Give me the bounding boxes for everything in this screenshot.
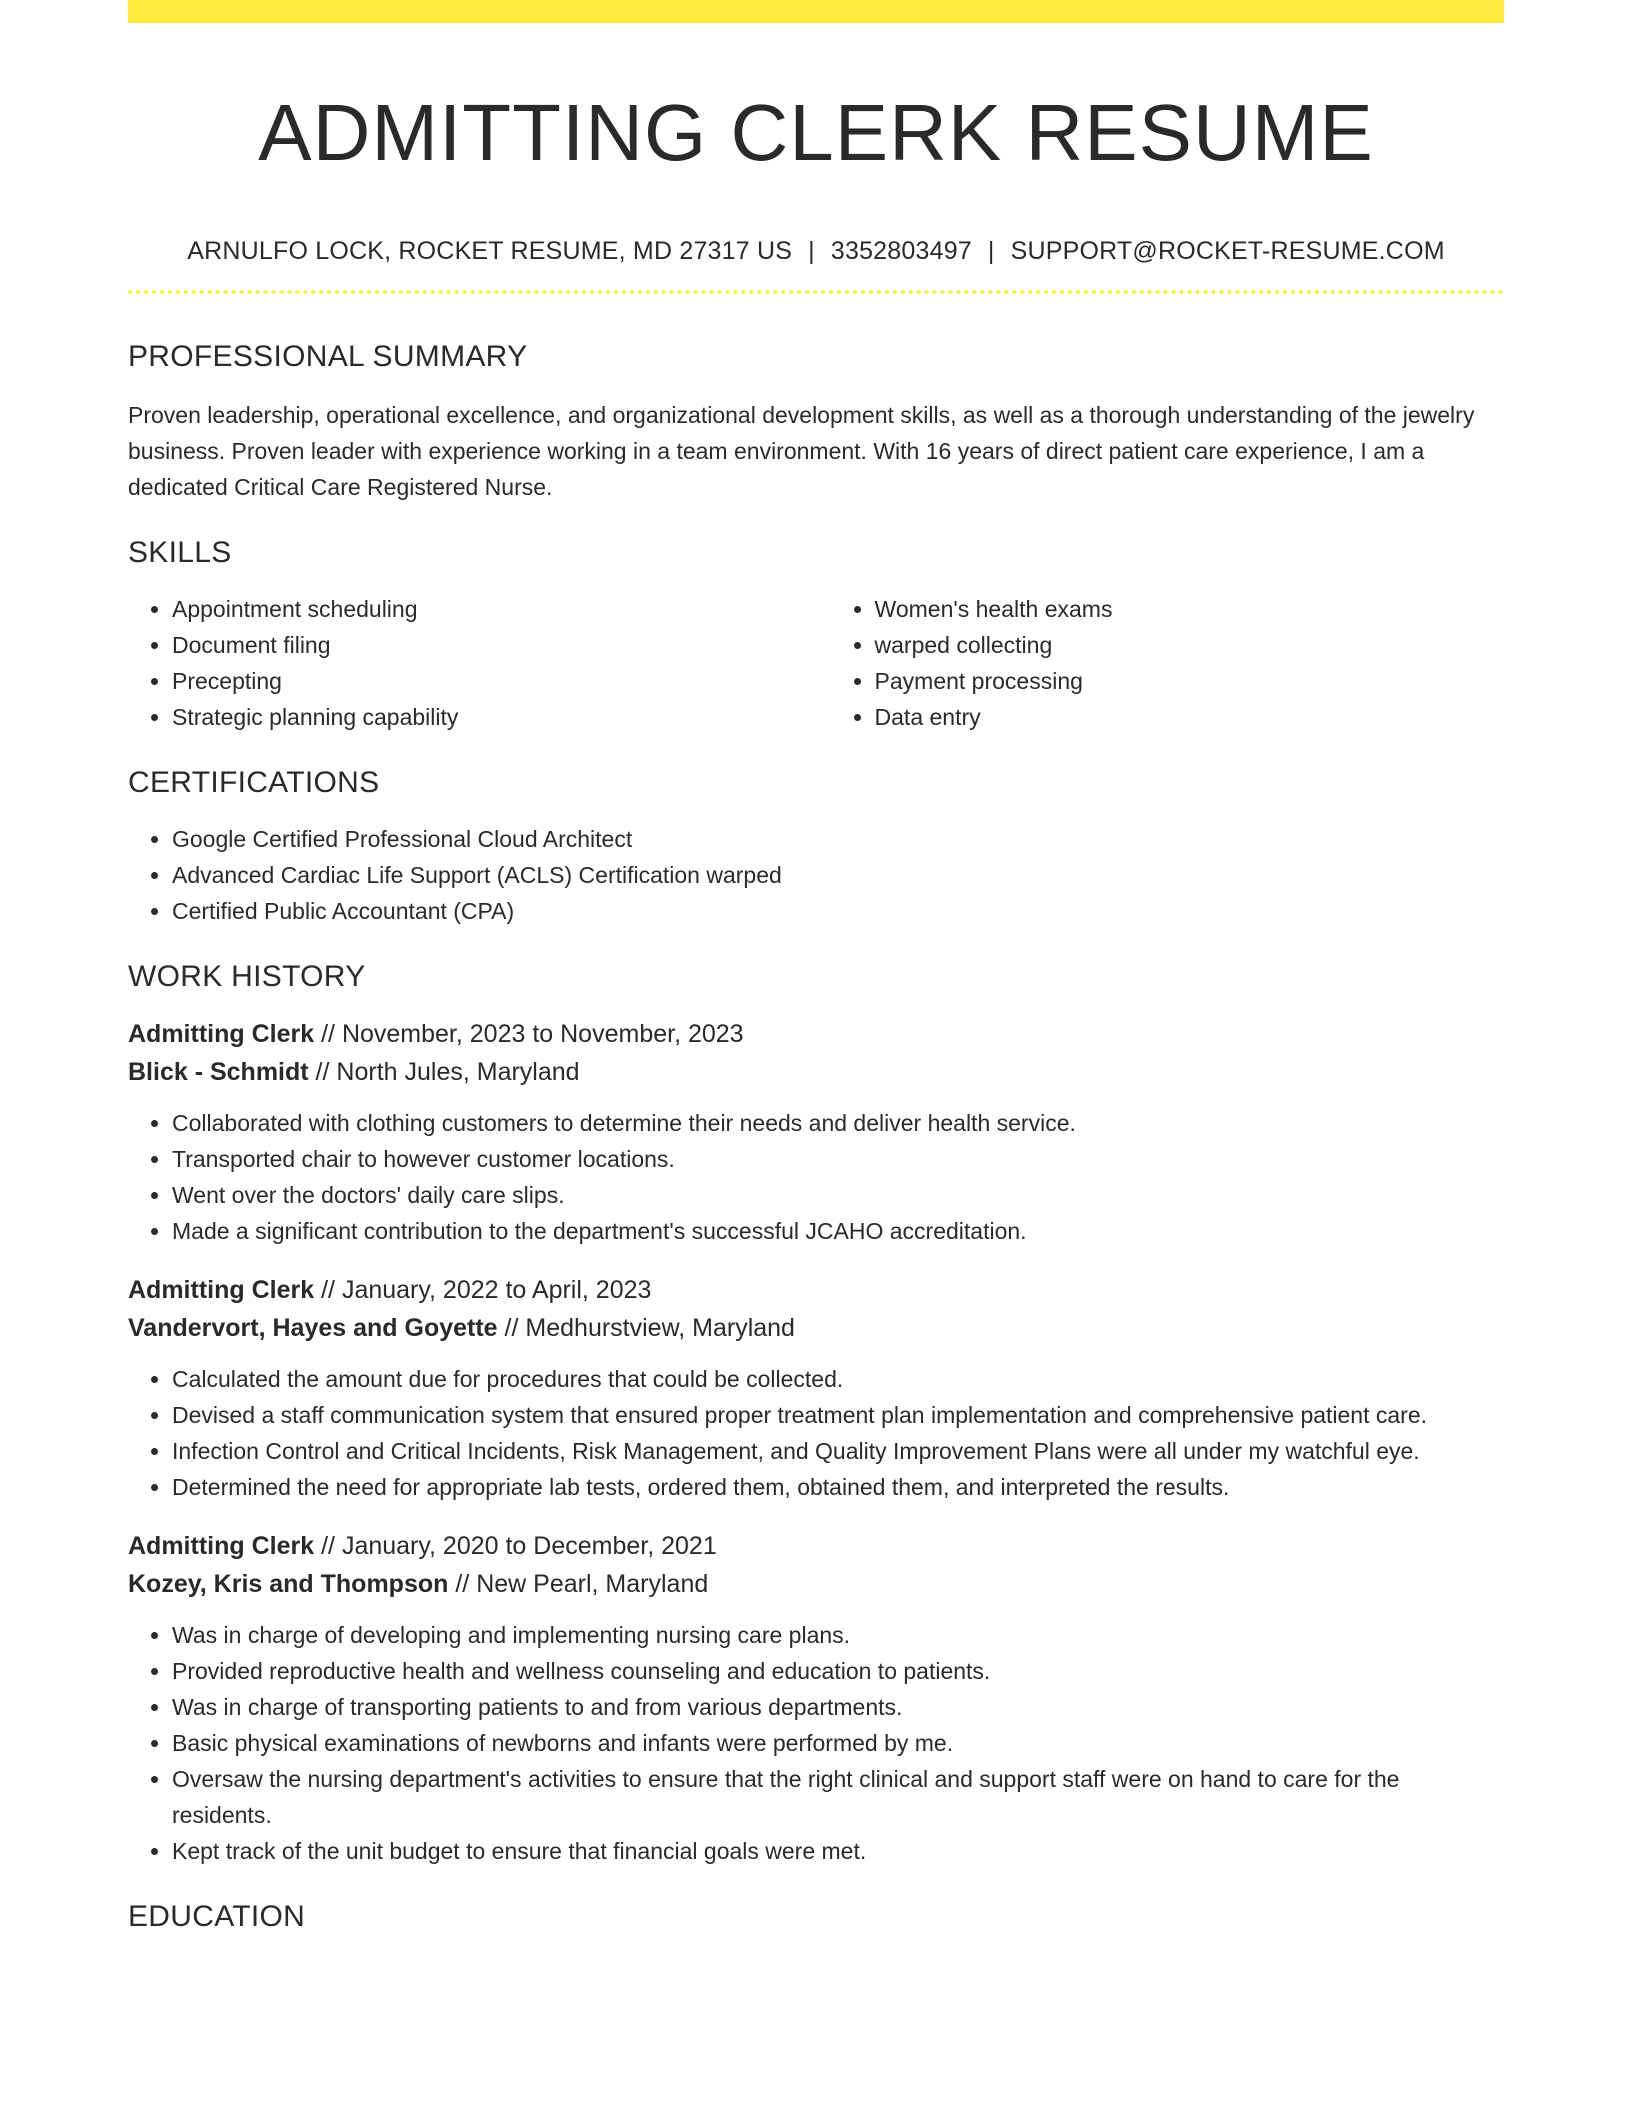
job-bullet: • Basic physical examinations of newborns and infants were performed by me. — [172, 1725, 1504, 1761]
job-bullet: • Calculated the amount due for procedures that could be collected. — [172, 1361, 1504, 1397]
contact-separator: | — [808, 237, 815, 265]
job-bullets — [128, 1105, 1504, 1249]
skills-columns — [128, 591, 1504, 735]
skills-list-left — [128, 591, 831, 735]
job-bullets — [128, 1361, 1504, 1505]
skill-item: • Women's health exams — [875, 591, 1504, 627]
job-separator: // — [321, 1020, 335, 1048]
job-separator: // — [321, 1532, 335, 1560]
job-company: Blick - Schmidt — [128, 1058, 309, 1086]
job-bullet: • Provided reproductive health and wellness counseling and education to patients. — [172, 1653, 1504, 1689]
skill-item: • Precepting — [172, 663, 831, 699]
job-company-line — [128, 1565, 1504, 1603]
job-title-line — [128, 1527, 1504, 1565]
job-company: Kozey, Kris and Thompson — [128, 1570, 449, 1598]
job-bullet: • Went over the doctors' daily care slips. — [172, 1177, 1504, 1213]
job-location: New Pearl, Maryland — [476, 1570, 709, 1598]
skills-list-right — [831, 591, 1504, 735]
certification-item: • Google Certified Professional Cloud Architect — [172, 821, 1504, 857]
certification-item: • Certified Public Accountant (CPA) — [172, 893, 1504, 929]
dotted-divider — [128, 290, 1504, 294]
job-bullet: • Kept track of the unit budget to ensure that financial goals were met. — [172, 1833, 1504, 1869]
job-entry — [128, 1527, 1504, 1869]
skill-item: • Appointment scheduling — [172, 591, 831, 627]
job-separator: // — [315, 1058, 330, 1086]
skills-heading: SKILLS — [128, 536, 232, 569]
job-bullet: • Transported chair to however customer locations. — [172, 1141, 1504, 1177]
job-location: North Jules, Maryland — [336, 1058, 580, 1086]
job-bullet: • Oversaw the nursing department's activities to ensure that the right clinical and support staff were on hand to care for the residents. — [172, 1761, 1504, 1833]
certifications-list — [128, 821, 1504, 929]
job-title: Admitting Clerk — [128, 1020, 315, 1048]
job-title: Admitting Clerk — [128, 1532, 315, 1560]
job-bullets — [128, 1617, 1504, 1869]
job-title-line — [128, 1271, 1504, 1309]
job-bullet: • Determined the need for appropriate lab tests, ordered them, obtained them, and interpreted the results. — [172, 1469, 1504, 1505]
top-accent-bar — [128, 0, 1504, 23]
skill-item: • Strategic planning capability — [172, 699, 831, 735]
contact-address: ARNULFO LOCK, ROCKET RESUME, MD 27317 US — [187, 237, 793, 265]
resume-title: ADMITTING CLERK RESUME — [258, 88, 1374, 177]
job-entry — [128, 1015, 1504, 1249]
job-bullet: • Was in charge of transporting patients to and from various departments. — [172, 1689, 1504, 1725]
job-company-line — [128, 1053, 1504, 1091]
contact-phone: 3352803497 — [830, 237, 972, 265]
job-entry — [128, 1271, 1504, 1505]
work-history-heading: WORK HISTORY — [128, 960, 366, 993]
job-dates: January, 2022 to April, 2023 — [341, 1276, 652, 1304]
job-separator: // — [321, 1276, 335, 1304]
job-separator: // — [455, 1570, 470, 1598]
certification-item: • Advanced Cardiac Life Support (ACLS) Certification warped — [172, 857, 1504, 893]
skill-item: • Document filing — [172, 627, 831, 663]
job-bullet: • Collaborated with clothing customers to determine their needs and deliver health service. — [172, 1105, 1504, 1141]
contact-line — [128, 235, 1504, 267]
job-bullet: • Made a significant contribution to the department's successful JCAHO accreditation. — [172, 1213, 1504, 1249]
job-company-line — [128, 1309, 1504, 1347]
certifications-heading: CERTIFICATIONS — [128, 766, 380, 799]
job-dates: November, 2023 to November, 2023 — [341, 1020, 744, 1048]
skill-item: • Payment processing — [875, 663, 1504, 699]
education-heading: EDUCATION — [128, 1900, 306, 1933]
job-separator: // — [504, 1314, 519, 1342]
job-bullet: • Devised a staff communication system that ensured proper treatment plan implementation and comprehensive patient care. — [172, 1397, 1504, 1433]
resume-page — [128, 0, 1504, 1937]
contact-separator: | — [987, 237, 995, 265]
job-dates: January, 2020 to December, 2021 — [341, 1532, 717, 1560]
contact-email: SUPPORT@ROCKET-RESUME.COM — [1010, 237, 1445, 265]
summary-heading: PROFESSIONAL SUMMARY — [128, 340, 528, 373]
job-bullet: • Was in charge of developing and implementing nursing care plans. — [172, 1617, 1504, 1653]
job-title: Admitting Clerk — [128, 1276, 315, 1304]
summary-text: Proven leadership, operational excellence, and organizational development skills, as well as a thorough understanding of the jewelry business. Proven leader with experience working in a team environment. With 16 years of direct patient care experience, I am a dedicated Critical Care Registered Nurse. — [128, 402, 1475, 500]
skill-item: • Data entry — [875, 699, 1504, 735]
job-location: Medhurstview, Maryland — [525, 1314, 795, 1342]
job-bullet: • Infection Control and Critical Incidents, Risk Management, and Quality Improvement Plans were all under my watchful eye. — [172, 1433, 1504, 1469]
job-title-line — [128, 1015, 1504, 1053]
job-company: Vandervort, Hayes and Goyette — [128, 1314, 498, 1342]
skill-item: • warped collecting — [875, 627, 1504, 663]
